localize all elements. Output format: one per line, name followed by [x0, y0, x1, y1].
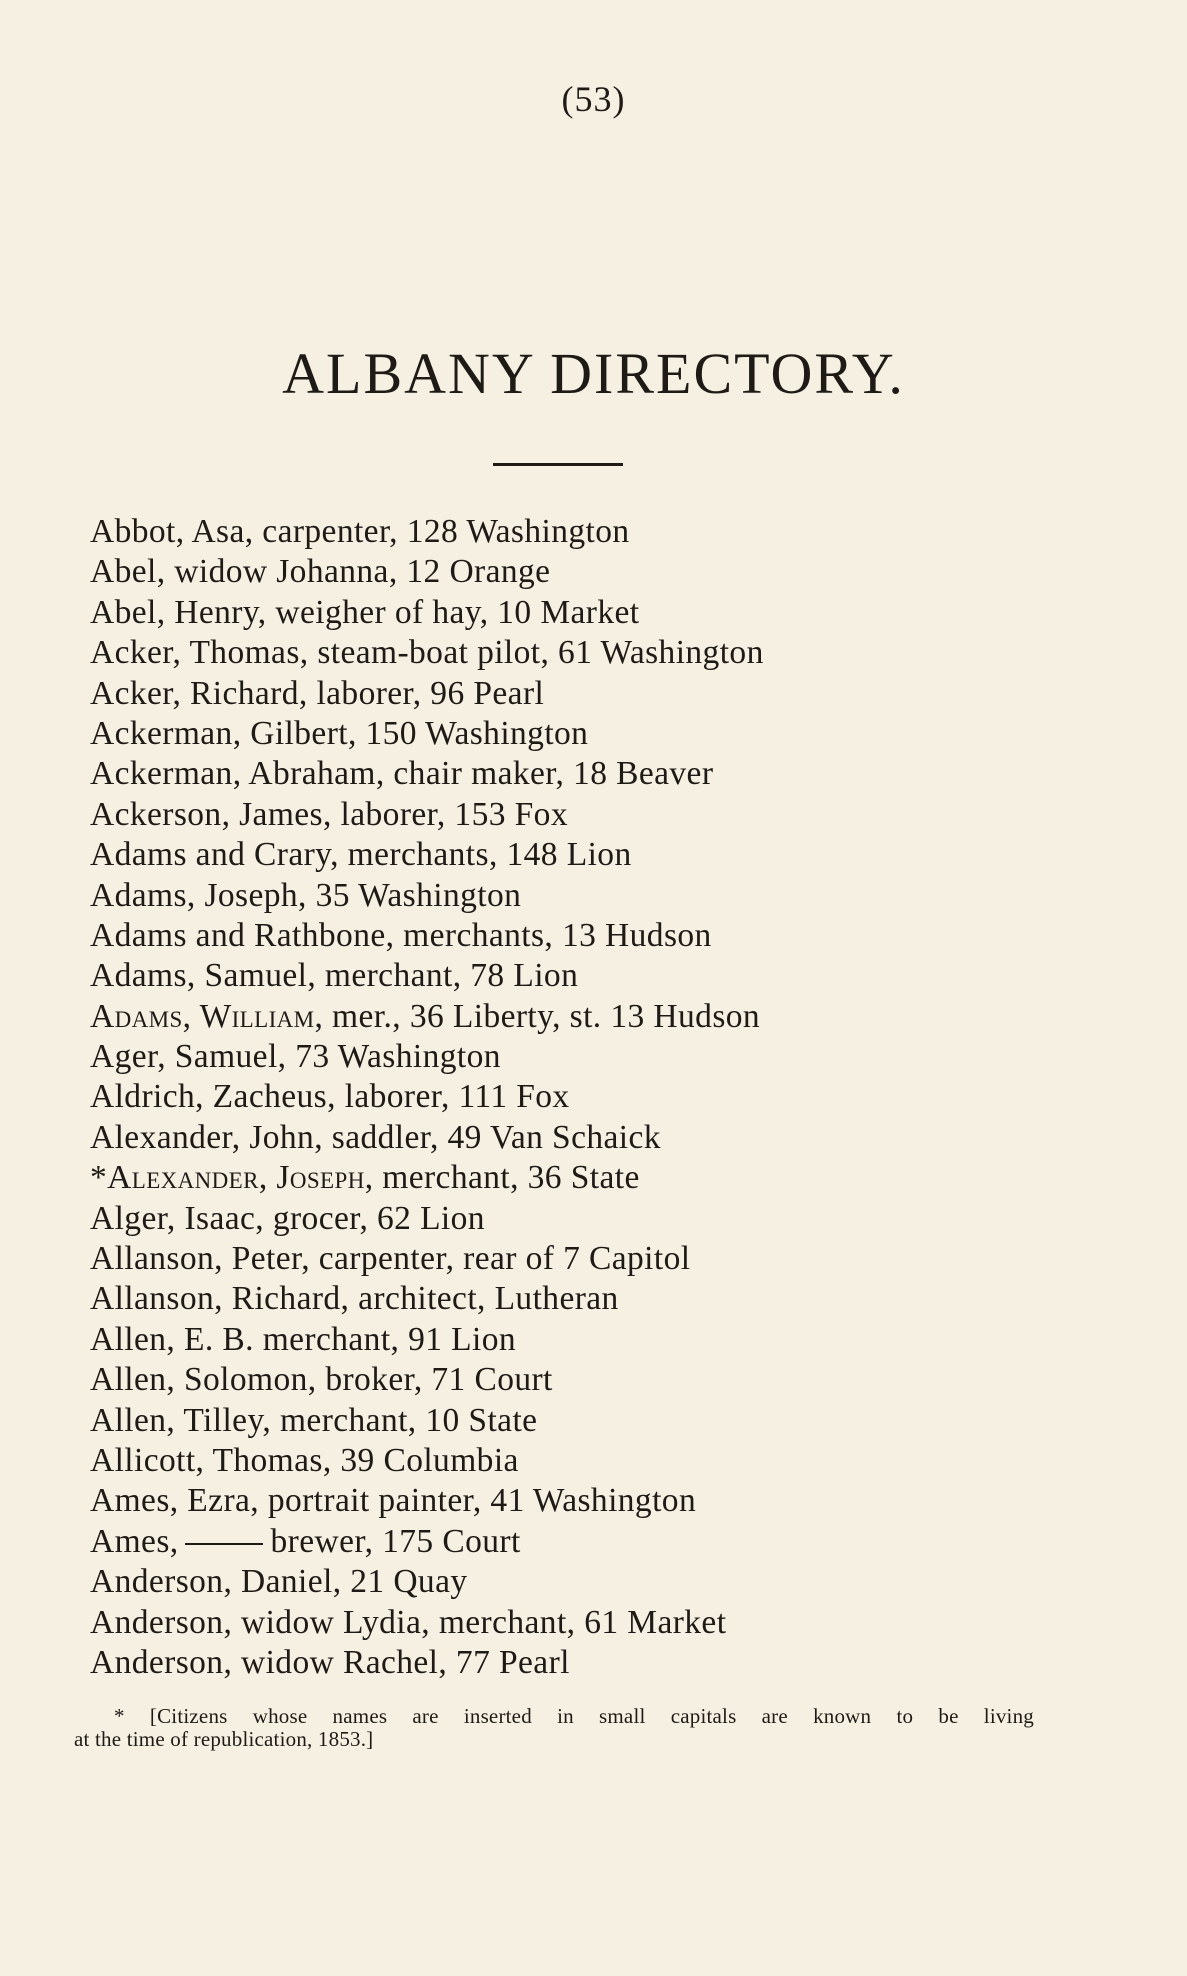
directory-entry [90, 1401, 1150, 1441]
directory-entry [90, 956, 1150, 996]
entry-details: 35 Washington [306, 876, 522, 914]
entry-details: carpenter, 128 Washington [253, 513, 630, 550]
directory-entry [90, 593, 1150, 633]
page-number: (53) [561, 79, 626, 119]
entry-name: Adams and Rathbone, [90, 916, 395, 954]
directory-entry [90, 1239, 1150, 1279]
entry-name: Adams, Joseph, [90, 876, 307, 914]
directory-entry [90, 633, 1150, 673]
entry-details: 150 Washington [356, 714, 589, 752]
entry-details: saddler, 49 Van Schaick [322, 1118, 661, 1156]
entry-details: grocer, 62 Lion [264, 1199, 485, 1237]
entry-details: architect, Lutheran [349, 1280, 619, 1318]
entry-name: Alger, Isaac, [90, 1199, 265, 1237]
entry-name: Adams, Samuel, [90, 957, 317, 995]
directory-entry [90, 1360, 1150, 1400]
entry-name: Allen, Solomon, [90, 1361, 317, 1399]
entry-name: Anderson, [90, 1603, 233, 1641]
entry-name: Acker, Thomas, [90, 634, 309, 672]
directory-entry [90, 1603, 1150, 1643]
entry-details: chair maker, 18 Beaver [384, 755, 714, 793]
directory-list [90, 512, 1150, 1683]
entry-details: 73 Washington [286, 1038, 501, 1076]
entry-name: Acker, Richard, [90, 674, 308, 712]
entry-name: Allen, E. B. [90, 1320, 254, 1358]
directory-entry [90, 1441, 1150, 1481]
entry-name: Ames, [90, 1522, 179, 1560]
directory-entry [90, 1643, 1150, 1683]
directory-entry [90, 1158, 1150, 1198]
entry-details: steam-boat pilot, 61 Washington [308, 634, 764, 672]
directory-entry [90, 916, 1150, 956]
directory-entry [90, 876, 1150, 916]
title-divider [493, 463, 623, 466]
entry-name: Allen, Tilley, [90, 1401, 272, 1439]
directory-entry [90, 1522, 1150, 1562]
directory-entry [90, 1199, 1150, 1239]
entry-details: carpenter, rear of 7 Capitol [309, 1240, 691, 1278]
page-title: ALBANY DIRECTORY. [282, 341, 905, 406]
entry-name: Ager, Samuel, [90, 1038, 287, 1076]
entry-name: Abbot, Asa, [90, 513, 254, 550]
entry-details: merchant, 78 Lion [316, 957, 579, 995]
entry-name: Allicott, Thomas, [90, 1441, 332, 1479]
entry-name: Ackerson, James, [90, 795, 332, 833]
directory-entry [90, 997, 1150, 1037]
entry-name: Anderson, [90, 1643, 233, 1681]
entry-name: Abel, [90, 553, 166, 591]
entry-details: weigher of hay, 10 Market [266, 593, 640, 631]
entry-details: portrait painter, 41 Washington [259, 1482, 697, 1520]
entry-details: 21 Quay [341, 1563, 468, 1601]
footnote [74, 1705, 1034, 1751]
footnote-line-1: * [Citizens whose names are inserted in small capitals are known to be living [114, 1704, 1034, 1728]
entry-details: broker, 71 Court [316, 1361, 553, 1399]
directory-entry [90, 512, 1150, 552]
entry-details: merchant, 10 State [271, 1401, 538, 1439]
entry-details: laborer, 111 Fox [335, 1078, 570, 1116]
directory-entry [90, 1481, 1150, 1521]
directory-entry [90, 1279, 1150, 1319]
blank-name-dash [185, 1543, 263, 1545]
directory-entry [90, 1118, 1150, 1158]
directory-entry [90, 1037, 1150, 1077]
directory-entry [90, 552, 1150, 592]
directory-entry [90, 674, 1150, 714]
directory-entry [90, 714, 1150, 754]
directory-entry [90, 835, 1150, 875]
directory-entry [90, 1077, 1150, 1117]
entry-name: Aldrich, Zacheus, [90, 1078, 336, 1116]
entry-name: Ackerman, Abraham, [90, 755, 385, 793]
entry-details: merchants, 148 Lion [338, 836, 632, 874]
entry-details: widow Rachel, 77 Pearl [232, 1643, 570, 1681]
directory-entry [90, 1320, 1150, 1360]
entry-name: Alexander, John, [90, 1118, 323, 1156]
entry-details: widow Johanna, 12 Orange [165, 553, 551, 591]
entry-details: merchant, 91 Lion [253, 1320, 517, 1358]
entry-details: mer., 36 Liberty, st. 13 Hudson [323, 997, 761, 1035]
entry-name: Abel, Henry, [90, 593, 267, 631]
entry-name: Ackerman, Gilbert, [90, 714, 357, 752]
footnote-line-2: at the time of republication, 1853.] [74, 1727, 374, 1751]
directory-entry [90, 1562, 1150, 1602]
directory-entry [90, 754, 1150, 794]
entry-name: Adams, William, [90, 997, 324, 1035]
entry-details: widow Lydia, merchant, 61 Market [232, 1603, 727, 1641]
entry-name: Allanson, Peter, [90, 1240, 310, 1278]
entry-details: laborer, 96 Pearl [307, 674, 545, 712]
entry-details: merchant, 36 State [373, 1159, 640, 1197]
entry-details: laborer, 153 Fox [331, 795, 568, 833]
entry-details: brewer, 175 Court [270, 1522, 521, 1560]
entry-name: Adams and Crary, [90, 836, 339, 874]
entry-name: Allanson, Richard, [90, 1280, 350, 1318]
entry-name: Ames, Ezra, [90, 1482, 260, 1520]
directory-entry [90, 795, 1150, 835]
entry-details: merchants, 13 Hudson [394, 916, 712, 954]
entry-details: 39 Columbia [331, 1441, 519, 1479]
entry-name: Anderson, Daniel, [90, 1563, 342, 1601]
entry-name: *Alexander, Joseph, [90, 1159, 374, 1197]
